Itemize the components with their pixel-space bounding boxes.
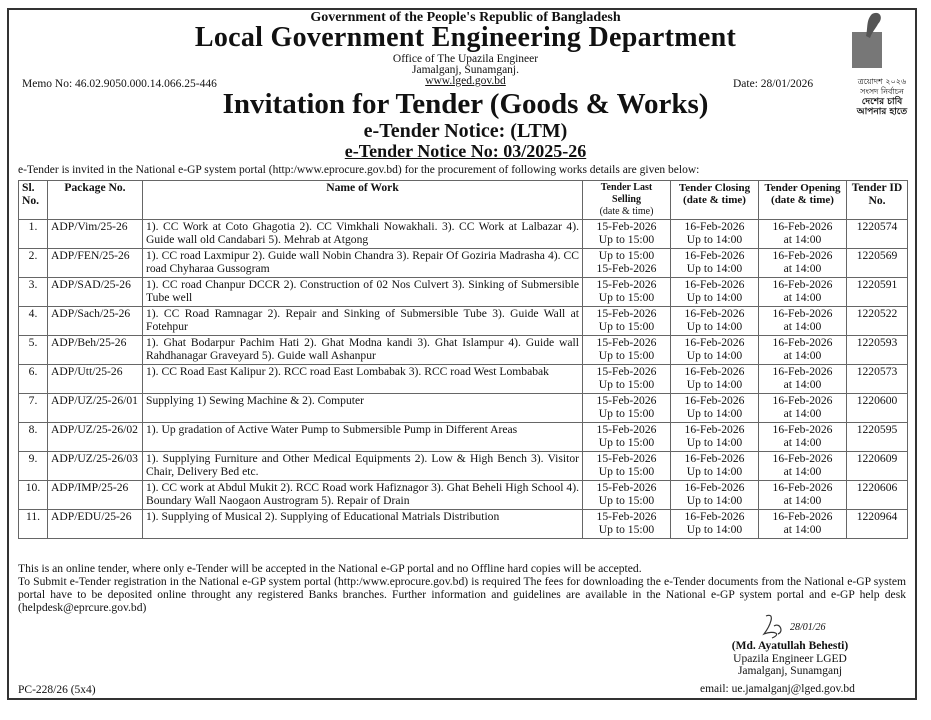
table-row xyxy=(19,510,908,539)
closing-cell xyxy=(671,394,759,423)
work-name-cell-text: 1). CC Road Ramnagar 2). Repair and Sinking of Submersible Tube 3). Guide Wall at Fotehpur xyxy=(146,307,579,333)
package-cell xyxy=(48,423,143,452)
selling-cell-text: Up to 15:00 xyxy=(598,464,655,478)
package-cell-text: ADP/Beh/25-26 xyxy=(51,336,127,349)
signature-mark xyxy=(690,610,890,640)
table-row xyxy=(19,278,908,307)
office-name: Office of The Upazila Engineer xyxy=(392,53,539,65)
opening-cell-text: at 14:00 xyxy=(783,493,822,507)
sl-cell-text: 7. xyxy=(28,394,38,407)
closing-cell-text: Up to 14:00 xyxy=(686,435,743,449)
work-name-cell xyxy=(143,394,583,423)
sl-cell-text: 9. xyxy=(28,452,38,465)
tender-id-cell-text: 1220593 xyxy=(856,336,898,349)
page-title: Invitation for Tender (Goods & Works) xyxy=(222,88,709,120)
opening-cell-text: at 14:00 xyxy=(783,319,822,333)
closing-cell-text: Up to 14:00 xyxy=(686,290,743,304)
work-name-cell xyxy=(143,510,583,539)
selling-cell-text: 15-Feb-2026 xyxy=(596,307,657,320)
package-cell-text: ADP/UZ/25-26/02 xyxy=(51,423,138,436)
tender-id-cell xyxy=(847,423,908,452)
work-name-cell xyxy=(143,423,583,452)
selling-cell-text: 15-Feb-2026 xyxy=(596,278,657,291)
closing-cell-text: 16-Feb-2026 xyxy=(684,452,745,465)
package-cell-text: ADP/SAD/25-26 xyxy=(51,278,131,291)
package-cell xyxy=(48,510,143,539)
website-link[interactable]: www.lged.gov.bd xyxy=(425,75,506,87)
package-cell-text: ADP/FEN/25-26 xyxy=(51,249,130,262)
closing-cell xyxy=(671,481,759,510)
tender-id-cell-text: 1220569 xyxy=(856,249,898,262)
selling-cell-text: Up to 15:00 xyxy=(598,406,655,420)
work-name-cell xyxy=(143,481,583,510)
col-closing-label: Tender Closing xyxy=(678,182,751,194)
opening-cell xyxy=(759,394,847,423)
signatory-title: Upazila Engineer LGED xyxy=(733,652,847,665)
table-row xyxy=(19,452,908,481)
tender-id-cell-text: 1220964 xyxy=(856,510,898,523)
tender-id-cell xyxy=(847,481,908,510)
selling-cell-text: Up to 15:00 xyxy=(598,377,655,391)
closing-cell-text: 16-Feb-2026 xyxy=(684,394,745,407)
sl-cell xyxy=(19,307,48,336)
table-row xyxy=(19,423,908,452)
table-row xyxy=(19,365,908,394)
government-heading: Government of the People's Republic of Bangladesh xyxy=(310,10,621,25)
ballot-box-icon xyxy=(842,10,922,72)
opening-cell-text: 16-Feb-2026 xyxy=(772,307,833,320)
work-name-cell xyxy=(143,336,583,365)
package-cell-text: ADP/Sach/25-26 xyxy=(51,307,131,320)
selling-cell xyxy=(583,278,671,307)
selling-cell-text: Up to 15:00 xyxy=(598,319,655,333)
package-cell xyxy=(48,365,143,394)
closing-cell-text: Up to 14:00 xyxy=(686,348,743,362)
opening-cell xyxy=(759,249,847,278)
closing-cell xyxy=(671,249,759,278)
signature-date: 28/01/26 xyxy=(790,622,826,633)
selling-cell xyxy=(583,365,671,394)
selling-cell-text: Up to 15:00 xyxy=(598,249,655,262)
selling-cell xyxy=(583,423,671,452)
closing-cell xyxy=(671,510,759,539)
closing-cell-text: 16-Feb-2026 xyxy=(684,365,745,378)
closing-cell-text: Up to 14:00 xyxy=(686,406,743,420)
office-location: Jamalganj, Sunamganj. xyxy=(412,64,519,76)
opening-cell-text: 16-Feb-2026 xyxy=(772,481,833,494)
selling-cell-text: 15-Feb-2026 xyxy=(596,261,657,275)
opening-cell-text: at 14:00 xyxy=(783,232,822,246)
closing-cell-text: 16-Feb-2026 xyxy=(684,278,745,291)
notice-date: Date: 28/01/2026 xyxy=(733,78,814,90)
selling-cell xyxy=(583,307,671,336)
closing-cell-text: 16-Feb-2026 xyxy=(684,481,745,494)
col-opening-label: Tender Opening xyxy=(764,182,841,194)
tender-id-cell-text: 1220606 xyxy=(856,481,898,494)
closing-cell xyxy=(671,423,759,452)
work-name-cell xyxy=(143,278,583,307)
closing-cell xyxy=(671,365,759,394)
selling-cell-text: 15-Feb-2026 xyxy=(596,510,657,523)
sl-cell-text: 4. xyxy=(28,307,38,320)
opening-cell xyxy=(759,278,847,307)
tender-id-cell-text: 1220522 xyxy=(856,307,898,320)
tender-id-cell xyxy=(847,220,908,249)
package-cell-text: ADP/Utt/25-26 xyxy=(51,365,123,378)
table-row xyxy=(19,307,908,336)
work-name-cell-text: Supplying 1) Sewing Machine & 2). Computer xyxy=(146,394,365,407)
sl-cell-text: 3. xyxy=(28,278,38,291)
work-name-cell-text: 1). CC road Chanpur DCCR 2). Construction of 02 Nos Culvert 3). Sinking of Submersible Tube well xyxy=(146,278,579,304)
sl-cell xyxy=(19,452,48,481)
work-name-cell-text: 1). Up gradation of Active Water Pump to Submersible Pump in Different Areas xyxy=(146,423,518,436)
sl-cell-text: 10. xyxy=(25,481,41,494)
registration-note: To Submit e-Tender registration in the National e-GP system portal (http:/www.eprocure.gov.bd) is required The fees for downloading the e-Tender documents from the National e-GP system portal have to be deposited online throught any registered Banks branches. Further information and guidelines are available in the National e-GP system portal and e-GP help desk (helpdesk@eprcure.gov.bd) xyxy=(18,575,906,614)
package-cell xyxy=(48,336,143,365)
sl-cell xyxy=(19,394,48,423)
selling-cell-text: 15-Feb-2026 xyxy=(596,365,657,378)
work-name-cell-text: 1). Supplying Furniture and Other Medical Equipments 2). Low & High Bench 3). Visitor Chair, Delivery Bed etc. xyxy=(146,452,579,478)
notice-number: e-Tender Notice No: 03/2025-26 xyxy=(344,141,587,161)
selling-cell xyxy=(583,220,671,249)
table-header-row xyxy=(19,181,908,220)
selling-cell-text: 15-Feb-2026 xyxy=(596,423,657,436)
col-closing-sub: (date & time) xyxy=(683,194,746,206)
memo-number: Memo No: 46.02.9050.000.14.066.25-446 xyxy=(22,78,217,90)
online-tender-note: This is an online tender, where only e-Tender will be accepted in the National e-GP portal and no Offline hard copies will be accepted. xyxy=(18,562,642,575)
col-id: Tender ID No. xyxy=(847,181,908,220)
work-name-cell xyxy=(143,452,583,481)
sl-cell-text: 11. xyxy=(25,510,41,523)
tender-id-cell-text: 1220609 xyxy=(856,452,898,465)
selling-cell xyxy=(583,336,671,365)
closing-cell-text: Up to 14:00 xyxy=(686,232,743,246)
selling-cell-text: 15-Feb-2026 xyxy=(596,394,657,407)
closing-cell-text: Up to 14:00 xyxy=(686,377,743,391)
signatory-name: (Md. Ayatullah Behesti) xyxy=(731,640,849,652)
opening-cell xyxy=(759,423,847,452)
closing-cell-text: Up to 14:00 xyxy=(686,261,743,275)
tender-id-cell-text: 1220595 xyxy=(856,423,898,436)
table-row xyxy=(19,249,908,278)
package-cell xyxy=(48,220,143,249)
closing-cell-text: Up to 14:00 xyxy=(686,464,743,478)
selling-cell xyxy=(583,249,671,278)
signatory-location: Jamalganj, Sunamganj xyxy=(737,665,843,677)
col-closing xyxy=(671,181,759,220)
closing-cell xyxy=(671,307,759,336)
selling-cell-text: Up to 15:00 xyxy=(598,493,655,507)
package-cell-text: ADP/UZ/25-26/01 xyxy=(51,394,138,407)
closing-cell-text: Up to 14:00 xyxy=(686,493,743,507)
closing-cell xyxy=(671,278,759,307)
notice-subtitle: e-Tender Notice: (LTM) xyxy=(363,120,568,142)
tender-id-cell-text: 1220591 xyxy=(856,278,898,291)
selling-cell xyxy=(583,452,671,481)
selling-cell-text: 15-Feb-2026 xyxy=(596,481,657,494)
table-row xyxy=(19,481,908,510)
selling-cell-text: 15-Feb-2026 xyxy=(596,336,657,349)
selling-cell-text: Up to 15:00 xyxy=(598,290,655,304)
opening-cell xyxy=(759,336,847,365)
closing-cell-text: 16-Feb-2026 xyxy=(684,220,745,233)
closing-cell-text: Up to 14:00 xyxy=(686,522,743,536)
closing-cell-text: 16-Feb-2026 xyxy=(684,423,745,436)
tender-id-cell-text: 1220574 xyxy=(856,220,898,233)
table-row xyxy=(19,336,908,365)
work-name-cell xyxy=(143,307,583,336)
opening-cell-text: at 14:00 xyxy=(783,290,822,304)
col-package: Package No. xyxy=(48,181,143,220)
intro-text: e-Tender is invited in the National e-GP system portal (http:/www.eprocure.gov.bd) for the procurement of following works details are given below: xyxy=(18,164,700,176)
opening-cell-text: at 14:00 xyxy=(783,522,822,536)
opening-cell xyxy=(759,307,847,336)
opening-cell-text: at 14:00 xyxy=(783,377,822,391)
opening-cell-text: 16-Feb-2026 xyxy=(772,394,833,407)
opening-cell-text: 16-Feb-2026 xyxy=(772,220,833,233)
closing-cell xyxy=(671,336,759,365)
opening-cell xyxy=(759,452,847,481)
selling-cell-text: 15-Feb-2026 xyxy=(596,452,657,465)
work-name-cell-text: 1). CC Road East Kalipur 2). RCC road East Lombabak 3). RCC road West Lombabak xyxy=(146,365,549,378)
closing-cell-text: 16-Feb-2026 xyxy=(684,307,745,320)
tender-id-cell xyxy=(847,365,908,394)
package-cell xyxy=(48,307,143,336)
closing-cell xyxy=(671,220,759,249)
opening-cell xyxy=(759,481,847,510)
work-name-cell-text: 1). CC Work at Coto Ghagotia 2). CC Vimkhali Nowakhali. 3). CC Work at Lalbazar 4). Guide wall old Candabari 5). Mehrab at Atgong xyxy=(146,220,579,246)
selling-cell xyxy=(583,510,671,539)
opening-cell-text: 16-Feb-2026 xyxy=(772,452,833,465)
sl-cell-text: 1. xyxy=(28,220,38,233)
tender-table xyxy=(18,180,908,539)
tender-id-cell xyxy=(847,452,908,481)
sl-cell xyxy=(19,510,48,539)
opening-cell-text: at 14:00 xyxy=(783,435,822,449)
selling-cell-text: 15-Feb-2026 xyxy=(596,220,657,233)
tender-id-cell xyxy=(847,307,908,336)
sl-cell-text: 8. xyxy=(28,423,38,436)
logo-line-1: ত্রয়োদশ ২০২৬ xyxy=(857,77,907,86)
closing-cell-text: Up to 14:00 xyxy=(686,319,743,333)
tender-id-cell-text: 1220573 xyxy=(856,365,898,378)
tender-id-cell xyxy=(847,510,908,539)
signature-block xyxy=(690,610,890,678)
tender-id-cell xyxy=(847,394,908,423)
package-cell-text: ADP/Vim/25-26 xyxy=(51,220,128,233)
col-opening-sub: (date & time) xyxy=(771,194,834,206)
pc-reference: PC-228/26 (5x4) xyxy=(18,684,96,696)
tender-id-cell xyxy=(847,336,908,365)
closing-cell-text: 16-Feb-2026 xyxy=(684,336,745,349)
footer-text xyxy=(18,562,906,614)
opening-cell-text: 16-Feb-2026 xyxy=(772,423,833,436)
sl-cell xyxy=(19,220,48,249)
closing-cell-text: 16-Feb-2026 xyxy=(684,249,745,262)
package-cell xyxy=(48,481,143,510)
tender-id-cell xyxy=(847,249,908,278)
opening-cell xyxy=(759,510,847,539)
sl-cell xyxy=(19,278,48,307)
sl-cell-text: 2. xyxy=(28,249,38,262)
package-cell-text: ADP/EDU/25-26 xyxy=(51,510,132,523)
work-name-cell xyxy=(143,365,583,394)
selling-cell-text: Up to 15:00 xyxy=(598,522,655,536)
opening-cell-text: at 14:00 xyxy=(783,406,822,420)
tender-id-cell-text: 1220600 xyxy=(856,394,898,407)
work-name-cell xyxy=(143,220,583,249)
sl-cell xyxy=(19,481,48,510)
opening-cell xyxy=(759,220,847,249)
col-selling-label: Tender Last Selling xyxy=(600,182,653,205)
opening-cell-text: 16-Feb-2026 xyxy=(772,336,833,349)
work-name-cell-text: 1). Ghat Bodarpur Pachim Hati 2). Ghat Modna kandi 3). Ghat Islampur 4). Guide wall Rahdhanagar Graveyard 5). Guide wall Ashanpur xyxy=(146,336,579,362)
sl-cell-text: 5. xyxy=(28,336,38,349)
signatory-email[interactable]: email: ue.jamalganj@lged.gov.bd xyxy=(700,683,855,695)
col-name: Name of Work xyxy=(143,181,583,220)
selling-cell-text: Up to 15:00 xyxy=(598,435,655,449)
selling-cell xyxy=(583,394,671,423)
selling-cell-text: Up to 15:00 xyxy=(598,232,655,246)
closing-cell xyxy=(671,452,759,481)
col-selling xyxy=(583,181,671,220)
opening-cell-text: 16-Feb-2026 xyxy=(772,510,833,523)
opening-cell-text: at 14:00 xyxy=(783,464,822,478)
sl-cell xyxy=(19,336,48,365)
logo-line-2: সংসদ নির্বাচন xyxy=(860,87,904,96)
sl-cell xyxy=(19,249,48,278)
logo-line-4: আপনার হাতে xyxy=(856,107,908,117)
opening-cell-text: 16-Feb-2026 xyxy=(772,249,833,262)
table-row xyxy=(19,220,908,249)
table-row xyxy=(19,394,908,423)
opening-cell-text: 16-Feb-2026 xyxy=(772,278,833,291)
selling-cell-text: Up to 15:00 xyxy=(598,348,655,362)
closing-cell-text: 16-Feb-2026 xyxy=(684,510,745,523)
sl-cell xyxy=(19,365,48,394)
work-name-cell-text: 1). Supplying of Musical 2). Supplying of Educational Matrials Distribution xyxy=(146,510,500,523)
package-cell xyxy=(48,452,143,481)
sl-cell-text: 6. xyxy=(28,365,38,378)
work-name-cell-text: 1). CC road Laxmipur 2). Guide wall Nobin Chandra 3). Repair Of Goziria Madrasha 4). CC road Chyharaa Gussogram xyxy=(146,249,579,275)
work-name-cell-text: 1). CC work at Abdul Mukit 2). RCC Road work Hafiznagor 3). Ghat Beheli High School 4). Boundary Wall Naogaon Austrogram 5). Repair of Drain xyxy=(146,481,579,507)
col-sl: Sl. No. xyxy=(19,181,48,220)
package-cell-text: ADP/UZ/25-26/03 xyxy=(51,452,138,465)
work-name-cell xyxy=(143,249,583,278)
package-cell xyxy=(48,394,143,423)
package-cell-text: ADP/IMP/25-26 xyxy=(51,481,129,494)
tender-id-cell xyxy=(847,278,908,307)
col-opening xyxy=(759,181,847,220)
opening-cell-text: 16-Feb-2026 xyxy=(772,365,833,378)
opening-cell xyxy=(759,365,847,394)
package-cell xyxy=(48,278,143,307)
col-selling-sub: (date & time) xyxy=(599,206,654,217)
opening-cell-text: at 14:00 xyxy=(783,261,822,275)
selling-cell xyxy=(583,481,671,510)
department-heading: Local Government Engineering Department xyxy=(194,22,737,53)
sl-cell xyxy=(19,423,48,452)
opening-cell-text: at 14:00 xyxy=(783,348,822,362)
logo-line-3: দেশের চাবি xyxy=(861,97,903,107)
package-cell xyxy=(48,249,143,278)
